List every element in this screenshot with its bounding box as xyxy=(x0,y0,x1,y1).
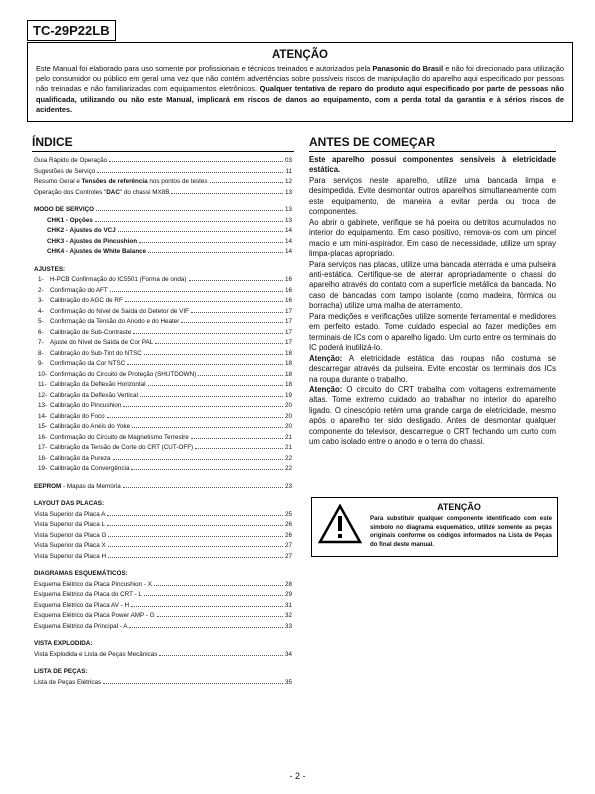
toc-page: 17 xyxy=(284,318,292,325)
toc-number: 15- xyxy=(38,423,48,430)
toc-label-text: Calibração do Sub-Tint do NTSC xyxy=(50,349,142,357)
toc-label xyxy=(34,612,155,619)
leader-dots xyxy=(189,280,283,281)
chk-code: CHK1 xyxy=(47,216,65,224)
toc-label xyxy=(38,423,130,430)
leader-dots xyxy=(140,396,283,397)
toc-entry[interactable] xyxy=(34,553,292,564)
toc-page: 22 xyxy=(284,454,292,462)
parts-list xyxy=(34,679,292,690)
leader-dots xyxy=(123,487,283,488)
leader-dots xyxy=(125,301,283,302)
attention-box-title: ATENÇÃO xyxy=(437,502,481,512)
toc-label-text: Vista Superior da Placa G xyxy=(34,531,107,539)
toc-entry[interactable] xyxy=(34,651,292,662)
toc-page: 34 xyxy=(284,650,292,658)
toc-label: CHK4 - Ajustes de White Balance xyxy=(47,248,147,255)
toc-page: 31 xyxy=(284,601,292,609)
toc-label xyxy=(38,444,193,451)
toc-page: 27 xyxy=(284,552,292,560)
schematics-list xyxy=(34,581,292,634)
toc-label-text: Vista Superior da Placa L xyxy=(34,521,105,528)
toc-label-text: Confirmação do Circuito de Magnetismo Terrestre xyxy=(50,433,189,441)
toc-label-pre: Operação dos Controles " xyxy=(34,188,107,196)
toc-entry[interactable] xyxy=(34,413,292,424)
toc-label: Sugestões de Serviço xyxy=(34,167,96,175)
before-section xyxy=(309,155,556,448)
toc-entry[interactable] xyxy=(34,227,292,238)
toc-label xyxy=(38,339,153,346)
leader-dots xyxy=(210,182,283,183)
toc-label-bold: EEPROM xyxy=(34,482,62,490)
toc-entry[interactable] xyxy=(34,276,292,287)
index-title: ÍNDICE xyxy=(32,135,73,149)
toc-page: 13 xyxy=(284,188,292,196)
exploded-heading: VISTA EXPLODIDA: xyxy=(34,640,93,647)
before-divider xyxy=(309,151,556,152)
toc-label xyxy=(38,465,129,472)
model-number: TC-29P22LB xyxy=(27,20,116,41)
toc-number: 2- xyxy=(38,286,44,294)
toc-label xyxy=(34,553,106,560)
toc-entry[interactable] xyxy=(34,542,292,553)
toc-number: 4- xyxy=(38,307,44,315)
toc-entry[interactable] xyxy=(34,371,292,382)
toc-label xyxy=(34,521,105,528)
toc-page: 26 xyxy=(284,521,292,528)
toc-page: 17 xyxy=(284,328,292,336)
toc-label-text: Confirmação do AFT xyxy=(50,286,108,294)
toc-label-text: Vista Explodida e Lista de Peças Mecânicas xyxy=(34,650,158,658)
toc-label xyxy=(34,581,152,588)
toc-label-text: Confirmação do Nível de Saída do Detetor de VIF xyxy=(50,307,189,315)
leader-dots xyxy=(107,515,283,516)
leader-dots xyxy=(195,448,283,449)
toc-page: 21 xyxy=(284,444,292,451)
leader-dots xyxy=(97,172,283,173)
toc-label xyxy=(34,542,106,549)
toc-page: 19 xyxy=(284,391,292,399)
toc-entry[interactable] xyxy=(34,423,292,434)
toc-page: 16 xyxy=(284,276,292,283)
toc-label xyxy=(34,483,121,490)
toc-page: 13 xyxy=(284,216,292,224)
leader-dots xyxy=(171,193,283,194)
adjustments-list xyxy=(34,276,292,476)
toc-page: 16 xyxy=(284,297,292,304)
toc-label-text: Vista Superior da Placa H xyxy=(34,552,106,560)
toc-number: 12- xyxy=(38,391,48,399)
toc-number: 16- xyxy=(38,433,48,441)
toc-label-text: Confirmação do Circuito de Proteção (SHUTDOWN) xyxy=(50,370,197,378)
spacer xyxy=(34,476,292,483)
toc-entry[interactable] xyxy=(34,178,292,189)
warning-text-part2: e não foi direcionado para utilização pelo consumidor ou público em geral uma vez que não contém advertências sobre possíveis riscos de manipulação do aparelho aqui especificado por pessoas não treinadas e não familiarizadas com equipamentos eletrônicos. xyxy=(36,64,564,94)
toc-page: 17 xyxy=(284,339,292,346)
toc-label-text: Esquema Elétrico da Placa do CRT - L xyxy=(34,591,142,598)
toc-page: 17 xyxy=(284,307,292,315)
toc-label xyxy=(38,318,179,325)
toc-number: 11- xyxy=(38,381,47,388)
chk-label: Ajustes de Pincushion xyxy=(69,237,138,245)
toc-label-text: H-PCB Confirmação do IC5501 (Forma de onda) xyxy=(50,276,187,283)
before-paragraph: Ao abrir o gabinete, verifique se há poeira ou detritos acumulados no interior do equipamento. Em caso positivo, remova-os com um pincel macio e um mini-aspirador. Em caso de necessidade, utilize um spray limpa-placas apropriado. xyxy=(309,217,556,259)
leader-dots xyxy=(139,242,283,243)
spacer xyxy=(34,199,292,206)
toc-entry[interactable] xyxy=(34,287,292,298)
toc-entry[interactable] xyxy=(34,318,292,329)
exploded-list xyxy=(34,651,292,662)
toc-page: 20 xyxy=(284,402,292,409)
leader-dots xyxy=(157,616,283,617)
toc-entry[interactable] xyxy=(34,483,292,494)
warning-title: ATENÇÃO xyxy=(271,49,328,61)
leader-dots xyxy=(109,161,283,162)
toc-label-text: Vista Superior da Placa A xyxy=(34,510,106,518)
toc-number: 6- xyxy=(38,328,44,336)
toc-entry[interactable] xyxy=(34,248,292,259)
toc-label-text: Esquema Elétrico da Placa Pincushion - X xyxy=(34,580,152,588)
leader-dots xyxy=(95,221,283,222)
warning-bold-text: Qualquer tentativa de reparo do produto aqui especificado por parte de pessoas não qualificada, utilizando ou não este Manual, implicará em riscos de danos ao equipamento, com a perda total da garantia e à sérios riscos de acidentes. xyxy=(36,84,564,114)
toc-label-text: Calibração do Anéis do Yoke xyxy=(50,423,131,430)
toc-label-text: Calibração da Deflexão Vertical xyxy=(50,391,138,399)
toc-label xyxy=(34,602,129,609)
toc-entry[interactable] xyxy=(34,511,292,522)
toc-number: 17- xyxy=(38,444,48,451)
toc-page: 33 xyxy=(284,622,292,630)
toc-label-text: Confirmação da Tensão do Anodo e do Heater xyxy=(50,318,180,325)
toc-page: 32 xyxy=(284,612,292,619)
toc-entry[interactable] xyxy=(34,168,292,179)
toc-label-text: Calibração da Deflexão Horizontal xyxy=(50,381,146,388)
toc-entry[interactable] xyxy=(34,381,292,392)
toc-label xyxy=(34,591,142,598)
toc-entry[interactable] xyxy=(34,402,292,413)
leader-dots xyxy=(191,438,283,439)
toc-number: 9- xyxy=(38,360,44,367)
toc-entry[interactable] xyxy=(34,238,292,249)
adjustments-heading: AJUSTES: xyxy=(34,265,66,273)
toc-entry[interactable] xyxy=(34,329,292,340)
leader-dots xyxy=(110,291,283,292)
toc-label-text: Lista de Peças Elétricas xyxy=(34,678,102,686)
attention-label: Atenção: xyxy=(309,353,343,363)
leader-dots xyxy=(108,546,283,547)
leader-dots xyxy=(191,312,283,313)
toc-entry[interactable] xyxy=(34,455,292,466)
toc-label xyxy=(38,434,189,441)
toc-number: 7- xyxy=(38,339,44,346)
leader-dots xyxy=(107,417,283,418)
toc-entry[interactable] xyxy=(34,297,292,308)
leader-dots xyxy=(154,585,283,586)
toc-entry[interactable] xyxy=(34,612,292,623)
toc-page: 27 xyxy=(284,542,292,549)
toc-page: 12 xyxy=(284,178,292,185)
toc-label xyxy=(38,287,108,294)
toc-page: 03 xyxy=(284,157,292,164)
toc-page: 18 xyxy=(284,360,292,367)
toc-page: 23 xyxy=(284,482,292,490)
leader-dots xyxy=(198,375,283,376)
leader-dots xyxy=(144,595,283,596)
toc-page: 14 xyxy=(284,248,292,255)
spacer xyxy=(34,493,292,500)
toc-label-text: Calibração do AGC de RF xyxy=(50,297,123,304)
toc-entry[interactable] xyxy=(34,308,292,319)
toc-entry[interactable] xyxy=(34,189,292,200)
toc-label xyxy=(34,532,106,539)
leader-dots xyxy=(108,536,283,537)
toc-label xyxy=(34,178,208,185)
toc-page: 35 xyxy=(284,678,292,686)
toc-label xyxy=(38,329,131,336)
toc-page: 18 xyxy=(284,381,292,388)
toc-page: 20 xyxy=(284,423,292,430)
toc-label xyxy=(34,651,157,658)
toc-number: 3- xyxy=(38,297,44,304)
layout-heading: LAYOUT DAS PLACAS: xyxy=(34,500,105,507)
toc-label-bold: DAC xyxy=(106,188,120,196)
toc-page: 25 xyxy=(284,510,292,518)
attention-label: Atenção: xyxy=(309,384,343,394)
toc-label xyxy=(38,297,123,304)
toc-label xyxy=(38,392,138,399)
toc-page: 14 xyxy=(284,237,292,245)
toc-number: 5- xyxy=(38,318,44,325)
toc-label-post: " do chassi MX8B xyxy=(119,188,170,196)
toc-label-post: nos pontos de testes xyxy=(147,178,208,185)
spacer xyxy=(34,563,292,570)
schematics-heading: DIAGRAMAS ESQUEMÁTICOS: xyxy=(34,570,128,577)
toc-number: 14- xyxy=(38,412,48,420)
toc-label xyxy=(38,360,125,367)
toc-number: 10- xyxy=(38,370,48,378)
toc-entry[interactable] xyxy=(34,444,292,455)
toc-entry[interactable] xyxy=(34,581,292,592)
warning-text xyxy=(36,64,564,115)
toc-entry[interactable] xyxy=(34,434,292,445)
toc-entry[interactable] xyxy=(34,465,292,476)
toc-number: 1- xyxy=(38,276,44,283)
leader-dots xyxy=(133,333,283,334)
toc-label xyxy=(38,371,196,378)
toc-label xyxy=(38,455,111,462)
toc-number: 19- xyxy=(38,465,48,472)
toc-entry[interactable] xyxy=(34,217,292,228)
toc-label-text: Calibração da Pureza xyxy=(50,454,111,462)
toc-label-text: Esquema Elétrico da Principal - A xyxy=(34,622,128,630)
toc-entry[interactable] xyxy=(34,679,292,690)
toc-page: 20 xyxy=(284,412,292,420)
toc-label xyxy=(38,308,189,315)
toc-label xyxy=(38,350,142,357)
leader-dots xyxy=(129,627,283,628)
toc-label-pre: Resumo Geral e xyxy=(34,178,82,185)
before-paragraph: Para serviços neste aparelho, utilize uma bancada limpa e desimpedida. Evite desmontar outros aparelhos simultaneamente com este equipamento, de maneira a evitar perda ou troca de componentes. xyxy=(309,175,556,217)
toc-entry[interactable] xyxy=(34,521,292,532)
toc-label-text: Calibração da Tensão de Corte do CRT (CUT-OFF) xyxy=(50,444,194,451)
chk-code: CHK2 xyxy=(47,227,65,234)
toc-page: 26 xyxy=(284,531,292,539)
leader-dots xyxy=(144,354,283,355)
before-paragraph: Para serviços nas placas, utilize uma bancada aterrada e uma pulseira anti-estática. Certifique-se de aterrar apropriadamente o chassi do aparelho através do contato com a superfície metálica da bancada. No caso de bancadas com tampo isolante (como madeira, fórmica ou borracha) utilize uma malha de aterramento. xyxy=(309,259,556,311)
toc-label xyxy=(34,679,101,686)
before-lead: Este aparelho possui componentes sensíveis à eletricidade estática. xyxy=(309,155,556,175)
toc-label xyxy=(34,189,169,196)
index-divider xyxy=(32,151,294,152)
leader-dots xyxy=(148,252,283,253)
toc-label xyxy=(38,413,105,420)
toc-entry[interactable] xyxy=(34,157,292,168)
chk-label: Opções xyxy=(69,216,93,224)
table-of-contents xyxy=(34,157,292,689)
toc-entry[interactable] xyxy=(34,392,292,403)
toc-page: 16 xyxy=(284,286,292,294)
chk-code: CHK3 xyxy=(47,237,65,245)
before-paragraph-text: O circuito do CRT trabalha com voltagens extremamente altas. Tome extremo cuidado ao trabalhar no interior do aparelho ligado. O cinescópio retém uma grande carga de eletricidade, mesmo após o aparelho ter sido desligado. Antes de desmontar qualquer componente do televisor, descarregue o CRT fechando um curto com um cabo isolado entre o anodo e o terra do chassi. xyxy=(309,384,556,447)
chk-label: Ajustes de White Balance xyxy=(69,248,147,255)
toc-entry[interactable] xyxy=(34,339,292,350)
toc-label-text: Esquema Elétrico da Placa AV - H xyxy=(34,601,130,609)
toc-page: 14 xyxy=(284,227,292,234)
toc-page: 22 xyxy=(284,465,292,472)
toc-page: 21 xyxy=(284,433,292,441)
toc-entry[interactable] xyxy=(34,591,292,602)
page-number: - 2 - xyxy=(289,771,306,781)
toc-label-text: Calibração de Sub-Contraste xyxy=(50,328,132,336)
chk-label: Ajustes do VCJ xyxy=(69,227,116,234)
toc-label xyxy=(38,276,187,283)
leader-dots xyxy=(103,683,283,684)
leader-dots xyxy=(118,231,283,232)
toc-entry[interactable] xyxy=(34,350,292,361)
toc-label: CHK3 - Ajustes de Pincushion xyxy=(47,237,138,245)
parts-heading: LISTA DE PEÇAS: xyxy=(34,668,88,675)
toc-label xyxy=(34,511,105,518)
attention-box-text: Para substituir qualquer componente identificado com este símbolo no diagrama esquemático, utilize somente as peças originais conforme os códigos informados na Lista de Peças do final deste manual. xyxy=(370,515,552,548)
spacer xyxy=(34,633,292,640)
warning-brand: Panasonic do Brasil xyxy=(372,64,444,73)
leader-dots xyxy=(132,427,283,428)
leader-dots xyxy=(131,606,283,607)
toc-entry[interactable] xyxy=(34,206,292,217)
toc-page: 13 xyxy=(284,206,292,213)
before-paragraph: Para medições e verificações utilize somente ferramental e medidores em perfeito estado. Tome cuidado especial ao fazer medições em terminais de ICs com o aparelho ligado. Um curto entre os terminais do IC poderá inutilizá-lo. xyxy=(309,311,556,353)
toc-entry[interactable] xyxy=(34,602,292,613)
toc-label: CHK1 - Opções xyxy=(47,216,93,224)
toc-label-bold: Tensões de referência xyxy=(81,178,148,185)
toc-label-text: Vista Superior da Placa X xyxy=(34,542,106,549)
leader-dots xyxy=(96,210,283,211)
leader-dots xyxy=(131,469,283,470)
toc-label-text: Calibração do Pincushion xyxy=(50,402,122,409)
toc-page: 11 xyxy=(285,167,292,175)
toc-label xyxy=(38,381,146,388)
toc-page: 18 xyxy=(284,349,292,357)
toc-page: 28 xyxy=(284,580,292,588)
toc-label xyxy=(34,623,127,630)
toc-label-text: Calibração da Convergência xyxy=(50,465,130,472)
toc-entry[interactable] xyxy=(34,360,292,371)
leader-dots xyxy=(107,525,283,526)
toc-page: 18 xyxy=(284,370,292,378)
toc-page: 29 xyxy=(284,591,292,598)
warning-box xyxy=(27,42,573,122)
before-title: ANTES DE COMEÇAR xyxy=(309,135,436,149)
toc-label: CHK2 - Ajustes do VCJ xyxy=(47,227,116,234)
leader-dots xyxy=(108,557,283,558)
toc-number: 8- xyxy=(38,349,44,357)
leader-dots xyxy=(113,459,283,460)
toc-label: MODO DE SERVIÇO xyxy=(34,206,95,213)
leader-dots xyxy=(181,322,283,323)
toc-entry[interactable] xyxy=(34,623,292,634)
toc-label-text: Calibração do Foco xyxy=(50,412,105,420)
spacer xyxy=(34,259,292,266)
before-paragraph-text: A eletricidade estática das roupas não costuma se descarregar através da pulseira. Evite encostar os terminais dos ICs na roupa durante o trabalho. xyxy=(309,353,556,384)
leader-dots xyxy=(159,655,283,656)
layout-list xyxy=(34,511,292,564)
toc-label-text: Confirmação da Cor NTSC xyxy=(50,360,126,367)
spacer xyxy=(34,661,292,668)
leader-dots xyxy=(148,385,283,386)
toc-label xyxy=(38,402,121,409)
before-paragraph xyxy=(309,385,556,448)
leader-dots xyxy=(127,364,283,365)
toc-label-post: - Mapas da Memória xyxy=(61,482,121,490)
leader-dots xyxy=(123,406,283,407)
before-paragraph xyxy=(309,354,556,385)
attention-box xyxy=(311,497,558,557)
leader-dots xyxy=(155,343,283,344)
toc-label: Guia Rápido de Operação xyxy=(34,157,108,164)
warning-text-part1: Este Manual foi elaborado para uso somente por profissionais e técnicos treinados e autorizados pela xyxy=(36,64,373,73)
toc-number: 18- xyxy=(38,454,48,462)
warning-triangle-icon xyxy=(318,504,362,544)
chk-code: CHK4 xyxy=(47,248,65,255)
toc-entry[interactable] xyxy=(34,532,292,543)
toc-number: 13- xyxy=(38,402,48,409)
toc-label-text: Ajuste do Nível de Saída de Cor PAL xyxy=(50,339,154,346)
toc-label-text: Esquema Elétrico da Placa Power AMP - G xyxy=(34,612,155,619)
